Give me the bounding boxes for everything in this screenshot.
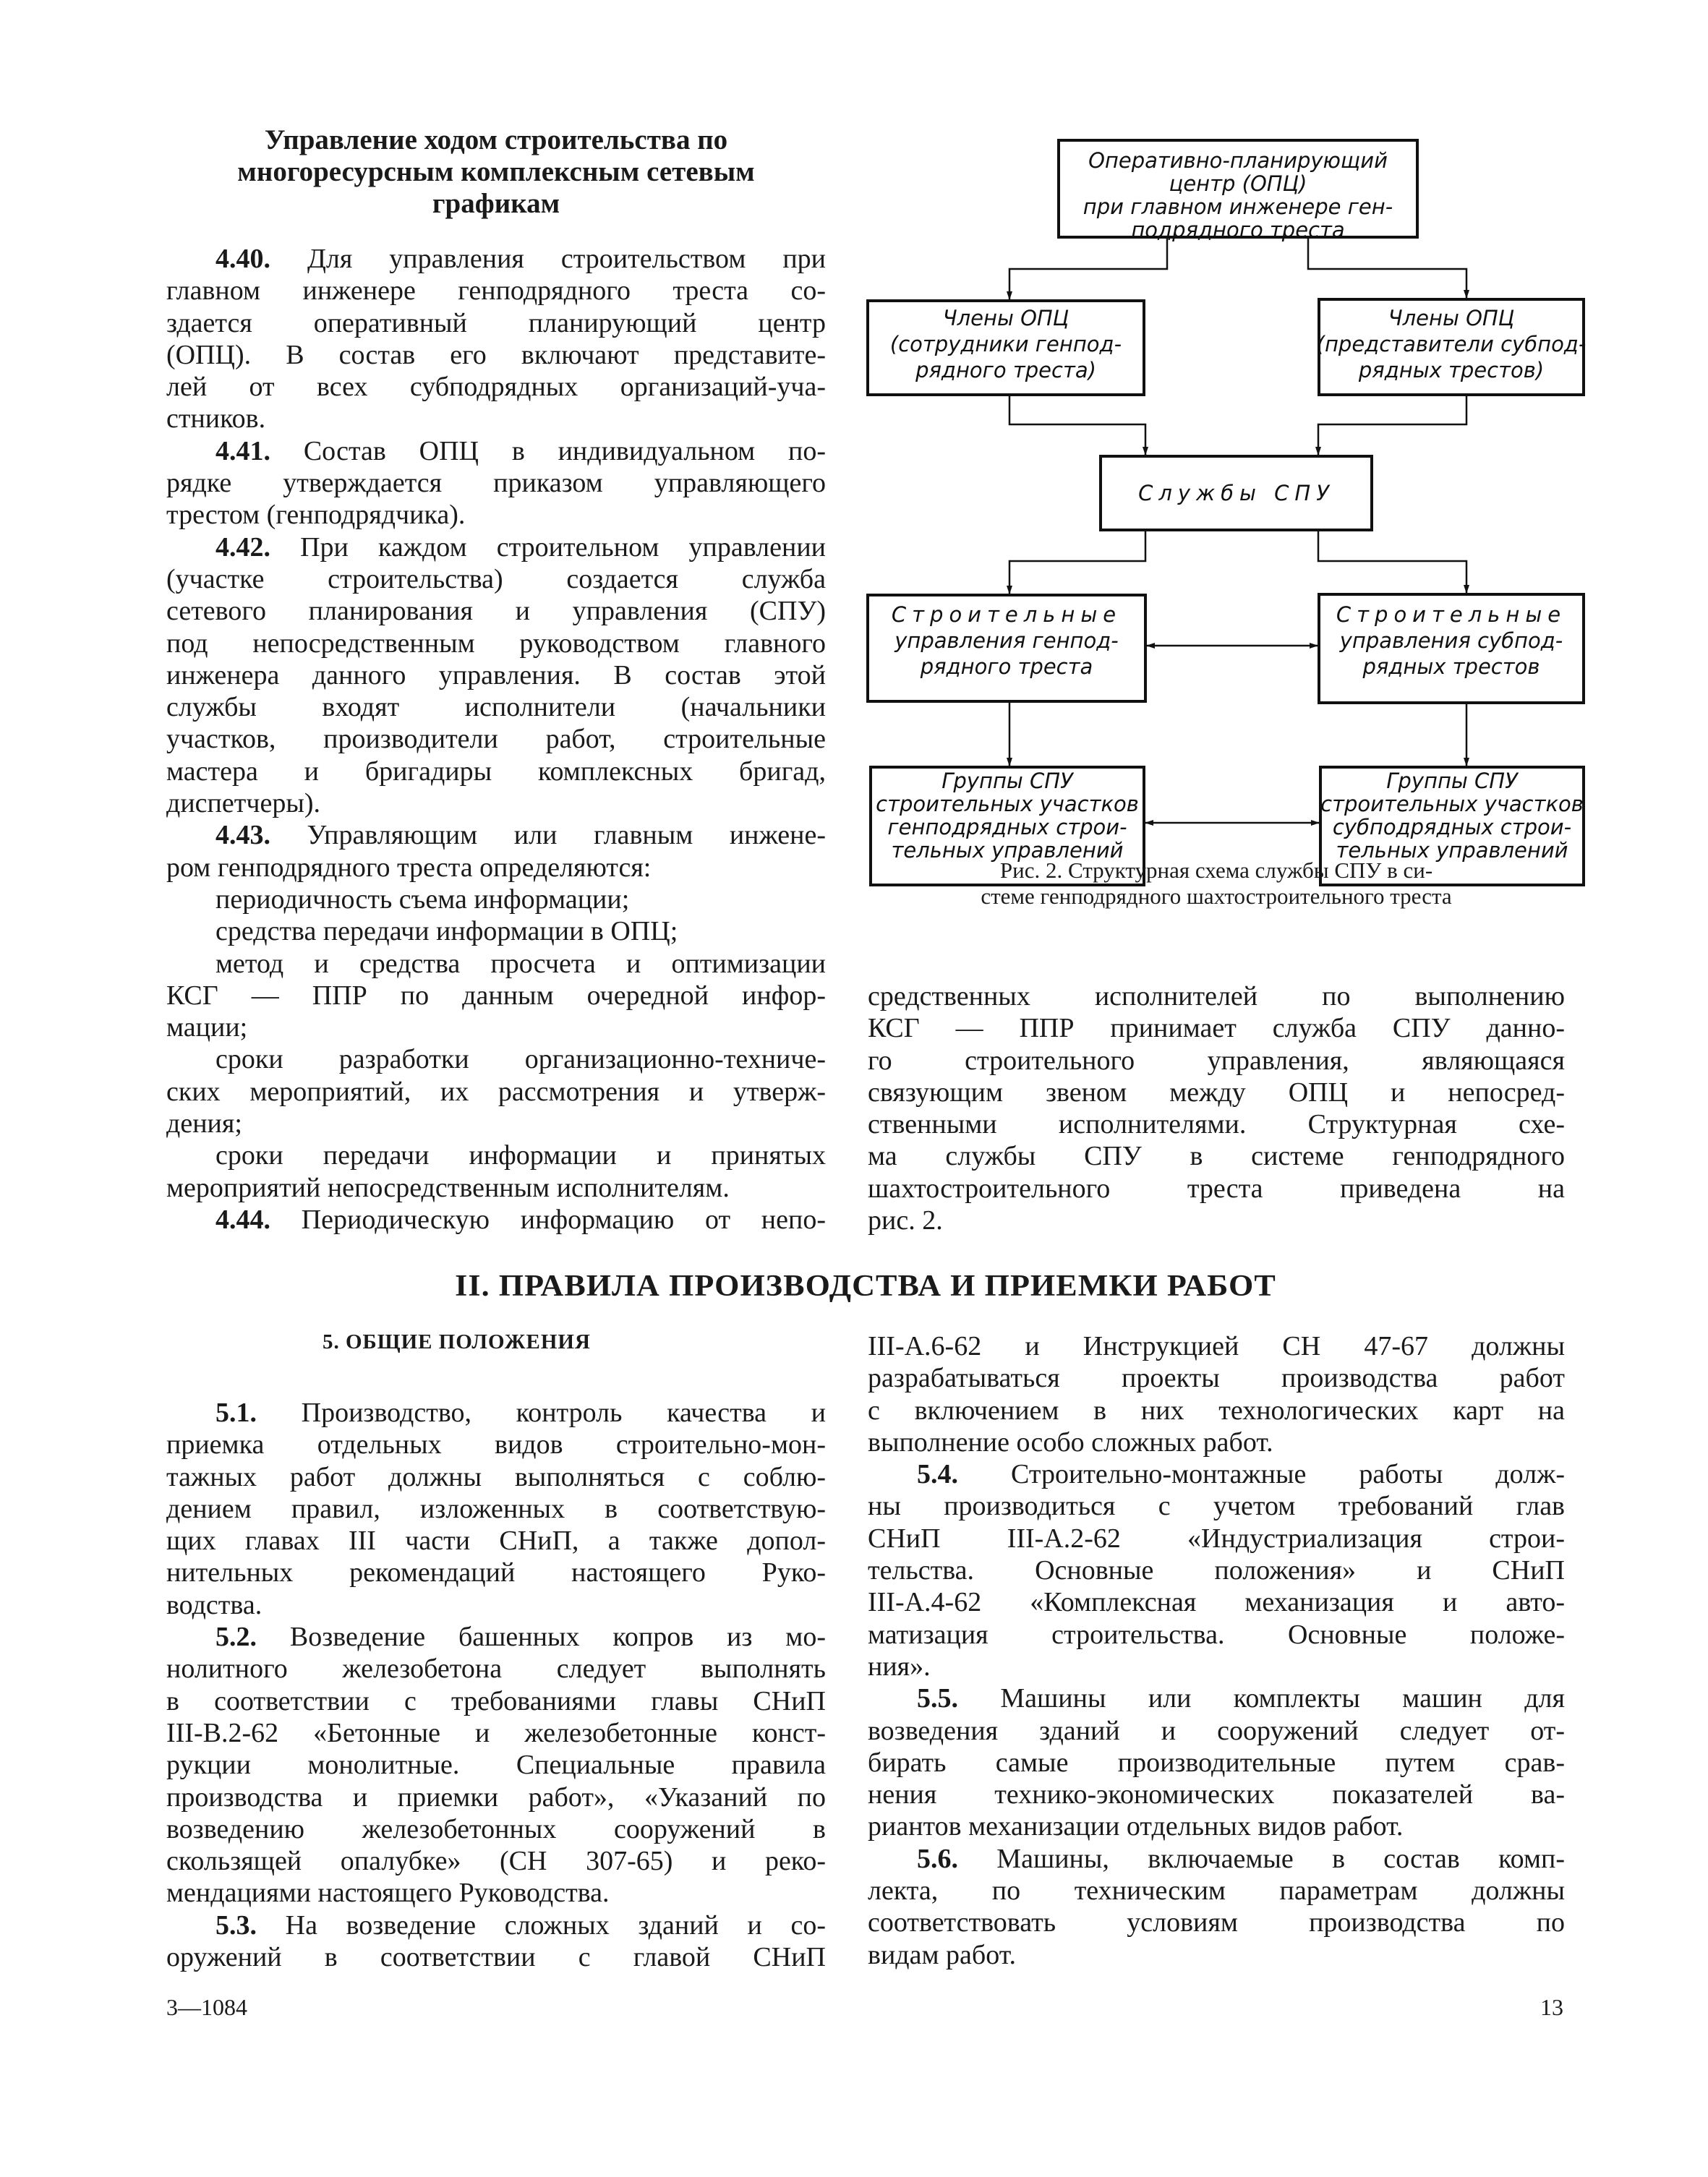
line-text: СНиП III-А.2-62 «Индустриализация строи- <box>868 1523 1565 1554</box>
text-line <box>868 1140 1565 1172</box>
right-column-text <box>868 1330 1565 1971</box>
diagram-label: рядных трестов <box>1362 654 1540 679</box>
line-text: дения; <box>166 1108 242 1139</box>
line-text: лекта, по техническим параметрам должны <box>868 1876 1565 1907</box>
text-line <box>166 1909 826 1941</box>
line-text: Машины, включаемые в состав комп- <box>958 1843 1565 1874</box>
line-text: тельства. Основные положения» и СНиП <box>868 1555 1565 1586</box>
line-text: мации; <box>166 1012 248 1043</box>
line-text: нения технико-экономических показателей ва- <box>868 1779 1565 1810</box>
text-line <box>868 1651 1565 1682</box>
signature-mark: 3—1084 <box>166 1994 247 2020</box>
line-text: скользящей опалубке» (СН 307-65) и реко- <box>166 1846 826 1877</box>
text-line <box>868 1108 1565 1140</box>
text-line <box>166 1108 826 1139</box>
diagram-label: тельных управлений <box>891 838 1124 863</box>
text-line <box>868 1907 1565 1938</box>
diagram-label: управления субпод- <box>1339 628 1563 653</box>
line-text: При каждом строительном управлении <box>270 531 826 563</box>
text-line <box>868 1554 1565 1586</box>
connector <box>1009 395 1145 455</box>
line-text: метод и средства просчета и оптимизации <box>215 948 826 979</box>
diagram-label: Члены ОПЦ <box>942 306 1069 330</box>
text-line <box>868 1173 1565 1205</box>
line-text: На возведение сложных зданий и со- <box>257 1909 826 1941</box>
text-line <box>166 1749 826 1781</box>
title-line: многоресурсным комплексным сетевым <box>237 156 755 187</box>
line-text: КСГ — ППР принимает служба СПУ данно- <box>868 1013 1565 1044</box>
line-text: нолитного железобетона следует выполнять <box>166 1654 826 1685</box>
line-text: периодичность съема информации; <box>215 884 630 915</box>
line-text: ния». <box>868 1651 931 1682</box>
text-line <box>868 1810 1565 1842</box>
text-line <box>868 1939 1565 1971</box>
text-line <box>166 1493 826 1525</box>
chapter-heading: II. ПРАВИЛА ПРОИЗВОДСТВА И ПРИЕМКИ РАБОТ <box>455 1270 1276 1303</box>
text-line <box>868 1012 1565 1044</box>
title-line: графикам <box>432 188 560 219</box>
line-text: го строительного управления, являющаяся <box>868 1045 1565 1076</box>
diagram-label: подрядного треста <box>1131 218 1345 242</box>
text-line <box>166 1653 826 1685</box>
diagram-label: центр (ОПЦ) <box>1169 171 1307 196</box>
line-text: видам работ. <box>868 1939 1016 1970</box>
diagram-label: Службы СПУ <box>1138 481 1335 505</box>
line-text: (участке строительства) создается служба <box>166 563 826 594</box>
diagram-label: рядных трестов) <box>1358 358 1545 382</box>
diagram-label: Группы СПУ <box>941 769 1073 793</box>
paragraph-number: 4.43. <box>215 820 270 851</box>
line-text: ских мероприятий, их рассмотрения и утверж- <box>166 1076 826 1107</box>
text-line <box>868 1458 1565 1490</box>
text-line <box>166 915 826 947</box>
line-text: стников. <box>166 403 266 435</box>
line-text: III-В.2-62 «Бетонные и железобетонные конст- <box>166 1717 826 1748</box>
line-text: производства и приемки работ», «Указаний по <box>166 1782 826 1813</box>
text-line <box>868 1330 1565 1362</box>
diagram-label: строительных участков <box>876 792 1139 816</box>
line-text: Строительно-монтажные работы долж- <box>958 1459 1565 1490</box>
line-text: бирать самые производительные путем срав- <box>868 1747 1565 1778</box>
line-text: средственных исполнителей по выполнению <box>868 981 1565 1011</box>
paragraph-number: 5.3. <box>215 1909 257 1941</box>
text-line <box>166 1557 826 1588</box>
connector <box>1318 530 1466 593</box>
line-text: приемка отдельных видов строительно-мон- <box>166 1429 826 1460</box>
diagram-label: (представители субпод- <box>1316 332 1587 356</box>
diagram-label: Члены ОПЦ <box>1388 306 1515 330</box>
text-line <box>166 1813 826 1845</box>
text-line <box>868 1586 1565 1618</box>
line-text: здается оперативный планирующий центр <box>166 307 826 338</box>
text-line <box>868 1362 1565 1394</box>
diagram-label: (сотрудники генпод- <box>889 332 1122 356</box>
diagram-label: субподрядных строи- <box>1332 815 1572 839</box>
text-line <box>166 1525 826 1557</box>
line-text: щих главах III части СНиП, а также допол- <box>166 1526 826 1557</box>
line-text: оружений в соответствии с главой СНиП <box>166 1942 826 1973</box>
figure-caption <box>868 857 1565 910</box>
connector <box>1009 237 1167 299</box>
line-text: Для управления строительством при <box>270 244 826 274</box>
text-line <box>166 1621 826 1653</box>
line-text: разрабатываться проекты производства работ <box>868 1363 1565 1394</box>
line-text: соответствовать условиям производства по <box>868 1907 1565 1938</box>
line-text: шахтостроительного треста приведена на <box>868 1173 1565 1204</box>
diagram-label: при главном инженере ген- <box>1083 194 1393 219</box>
line-text: нительных рекомендаций настоящего Руко- <box>166 1557 826 1588</box>
paragraph-number: 5.4. <box>917 1459 958 1490</box>
line-text: главном инженере генподрядного треста со- <box>166 275 826 307</box>
line-text: ственными исполнителями. Структурная схе- <box>868 1109 1565 1140</box>
text-line <box>868 1045 1565 1077</box>
text-line <box>166 1717 826 1749</box>
text-line <box>166 1589 826 1621</box>
text-line <box>166 1877 826 1909</box>
text-line <box>868 1779 1565 1810</box>
text-line <box>868 1395 1565 1427</box>
line-text: участков, производители работ, строительные <box>166 724 826 755</box>
line-text: сетевого планирования и управления (СПУ) <box>166 596 826 627</box>
text-line <box>868 1875 1565 1907</box>
line-text: тажных работ должны выполняться с соблю- <box>166 1461 826 1492</box>
text-line <box>166 1685 826 1717</box>
line-text: средства передачи информации в ОПЦ; <box>215 916 678 947</box>
line-text: сроки передачи информации и принятых <box>215 1140 826 1171</box>
text-line <box>166 1204 826 1236</box>
text-line <box>166 1845 826 1877</box>
left-column-text <box>166 1397 826 1973</box>
line-text: возведения зданий и сооружений следует от- <box>868 1715 1565 1746</box>
line-text: в соответствии с требованиями главы СНиП <box>166 1685 826 1716</box>
text-line <box>868 1523 1565 1554</box>
line-text: мастера и бригадиры комплексных бригад, <box>166 756 826 787</box>
line-text: Состав ОПЦ в индивидуальном по- <box>270 435 826 466</box>
paragraph-number: 4.42. <box>215 531 270 563</box>
paragraph-number: 4.40. <box>215 244 270 274</box>
line-text: Машины или комплекты машин для <box>958 1683 1565 1714</box>
line-text: дением правил, изложенных в соответствую- <box>166 1493 826 1524</box>
connector <box>1009 530 1145 594</box>
caption-line: Рис. 2. Структурная схема службы СПУ в си- <box>999 857 1433 883</box>
caption-line: стеме генподрядного шахтостроительного треста <box>981 884 1452 909</box>
text-line <box>166 1782 826 1813</box>
diagram-label: Строительные <box>1336 602 1567 627</box>
text-line <box>166 1397 826 1429</box>
text-line <box>868 1747 1565 1779</box>
line-text: Производство, контроль качества и <box>257 1398 826 1428</box>
line-text: риантов механизации отдельных видов работ. <box>868 1811 1404 1842</box>
diagram-label: рядного треста <box>920 654 1093 679</box>
text-line <box>166 1461 826 1493</box>
text-line <box>166 1429 826 1460</box>
text-line <box>868 1715 1565 1747</box>
diagram-label: Строительные <box>891 602 1122 627</box>
text-line <box>868 1682 1565 1714</box>
diagram-label: тельных управлений <box>1336 838 1568 863</box>
text-line <box>868 1490 1565 1522</box>
line-text: III-А.6-62 и Инструкцией СН 47-67 должны <box>868 1331 1565 1361</box>
paragraph-number: 4.44. <box>215 1204 270 1235</box>
line-text: трестом (генподрядчика). <box>166 500 466 531</box>
subsection-heading: 5. ОБЩИЕ ПОЛОЖЕНИЯ <box>323 1330 591 1353</box>
line-text: Периодическую информацию от непо- <box>270 1204 826 1235</box>
text-line <box>166 1172 826 1204</box>
diagram-label: управления генпод- <box>894 628 1119 653</box>
paragraph-number: 5.5. <box>917 1683 958 1714</box>
diagram-label: генподрядных строи- <box>887 815 1127 839</box>
line-text: мероприятий непосредственным исполнителям. <box>166 1172 730 1203</box>
diagram-label: строительных участков <box>1320 792 1584 816</box>
text-line <box>868 1427 1565 1458</box>
paragraph-number: 4.41. <box>215 435 270 466</box>
line-text: водства. <box>166 1589 262 1620</box>
line-text: ром генподрядного треста определяются: <box>166 852 652 883</box>
diagram-label: Группы СПУ <box>1386 769 1518 793</box>
line-text: под непосредственным руководством главного <box>166 628 826 659</box>
line-text: рядке утверждается приказом управляющего <box>166 468 826 499</box>
text-line <box>166 980 826 1011</box>
text-line <box>868 1205 1565 1236</box>
text-line <box>166 1076 826 1108</box>
line-text: связующим звеном между ОПЦ и непосред- <box>868 1077 1565 1108</box>
structure-diagram <box>0 0 1708 897</box>
text-line <box>868 1843 1565 1875</box>
line-text: III-А.4-62 «Комплексная механизация и авто- <box>868 1587 1565 1618</box>
line-text: инженера данного управления. В состав этой <box>166 659 826 690</box>
line-text: диспетчеры). <box>166 788 321 819</box>
title-line: Управление ходом строительства по <box>264 124 728 155</box>
line-text: Возведение башенных копров из мо- <box>257 1622 826 1653</box>
line-text: мендациями настоящего Руководства. <box>166 1878 610 1909</box>
line-text: службы входят исполнители (начальники <box>166 692 826 723</box>
page-number: 13 <box>1540 1994 1563 2020</box>
right-column-text <box>868 980 1565 1236</box>
line-text: лей от всех субподрядных организаций-уча- <box>166 372 826 403</box>
line-text: ны производиться с учетом требований глав <box>868 1491 1565 1522</box>
connector <box>1318 395 1466 455</box>
text-line <box>868 1077 1565 1108</box>
text-line <box>166 1011 826 1043</box>
text-line <box>868 1619 1565 1651</box>
paragraph-number: 5.6. <box>917 1843 958 1874</box>
line-text: с включением в них технологических карт на <box>868 1395 1565 1426</box>
line-text: рукции монолитные. Специальные правила <box>166 1750 826 1781</box>
line-text: рис. 2. <box>868 1205 943 1236</box>
line-text: Управляющим или главным инжене- <box>270 820 826 851</box>
line-text: выполнение особо сложных работ. <box>868 1427 1273 1458</box>
text-line <box>166 1139 826 1171</box>
paragraph-number: 5.1. <box>215 1398 257 1428</box>
diagram-label: Оперативно-планирующий <box>1088 148 1388 173</box>
line-text: матизация строительства. Основные положе- <box>868 1619 1565 1650</box>
line-text: КСГ — ППР по данным очередной инфор- <box>166 980 826 1011</box>
connector <box>1308 237 1466 298</box>
diagram-label: рядного треста) <box>915 358 1096 382</box>
line-text: ма службы СПУ в системе генподрядного <box>868 1141 1565 1172</box>
line-text: возведению железобетонных сооружений в <box>166 1813 826 1844</box>
text-line <box>868 980 1565 1012</box>
line-text: (ОПЦ). В состав его включают представите- <box>166 339 826 370</box>
text-line <box>166 1941 826 1973</box>
paragraph-number: 5.2. <box>215 1622 257 1653</box>
line-text: сроки разработки организационно-техниче- <box>215 1044 826 1075</box>
text-line <box>166 948 826 980</box>
text-line <box>166 1043 826 1075</box>
